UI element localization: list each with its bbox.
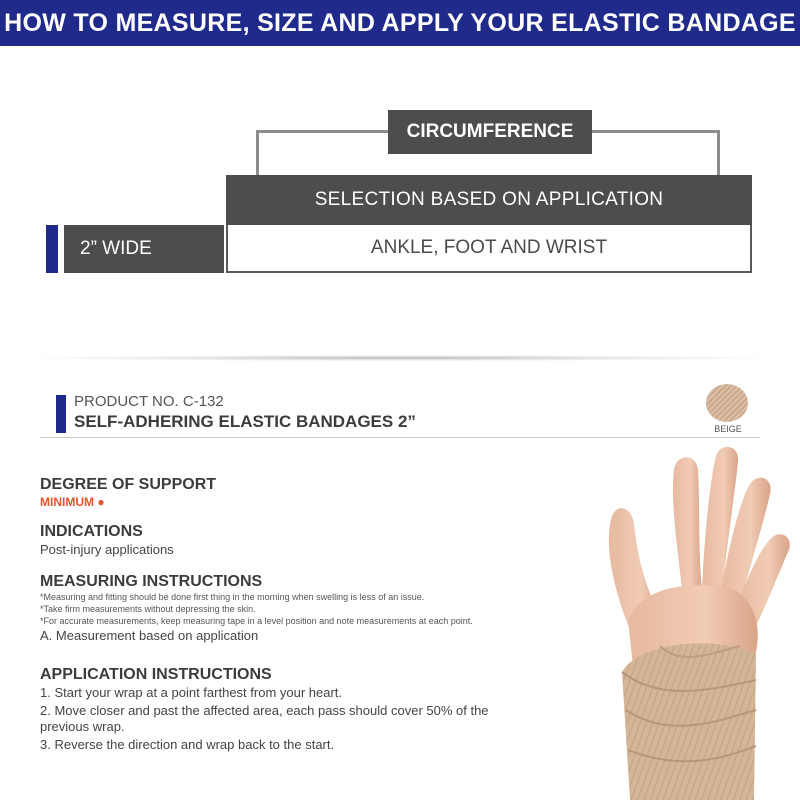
support-level: MINIMUM ● [40,495,105,509]
measuring-note-2: *Take firm measurements without depressing the skin. [40,604,256,614]
circumference-label: CIRCUMFERENCE [388,110,592,154]
measuring-point-a: A. Measurement based on application [40,628,259,643]
page-banner-title: HOW TO MEASURE, SIZE AND APPLY YOUR ELASTIC BANDAGE [0,0,800,46]
indications-text: Post-injury applications [40,542,174,557]
measuring-note-1: *Measuring and fitting should be done first thing in the morning when swelling is less of an issue. [40,592,425,602]
application-step-1: 1. Start your wrap at a point farthest from your heart. [40,685,343,700]
application-cell: ANKLE, FOOT AND WRIST [226,225,752,273]
application-step-3: 3. Reverse the direction and wrap back to the start. [40,737,335,752]
product-accent-bar [56,395,66,433]
bandaged-wrist-illustration [570,440,800,800]
support-heading: DEGREE OF SUPPORT [40,476,217,493]
product-number: PRODUCT NO. C-132 [74,393,224,410]
measuring-note-3: *For accurate measurements, keep measuring tape in a level position and note measurements at each point. [40,616,473,626]
indications-heading: INDICATIONS [40,523,143,540]
selection-header: SELECTION BASED ON APPLICATION [226,175,752,225]
section-divider [40,355,760,361]
width-label: 2” WIDE [64,225,224,273]
measuring-heading: MEASURING INSTRUCTIONS [40,573,263,590]
application-step-2: 2. Move closer and past the affected area, each pass should cover 50% of the [40,703,489,718]
width-accent-bar [46,225,58,273]
color-swatch [706,384,748,422]
product-underline [40,437,760,438]
application-heading: APPLICATION INSTRUCTIONS [40,666,272,683]
color-swatch-label: BEIGE [714,424,742,434]
product-name: SELF-ADHERING ELASTIC BANDAGES 2” [74,412,416,431]
application-step-2-cont: previous wrap. [40,719,125,734]
